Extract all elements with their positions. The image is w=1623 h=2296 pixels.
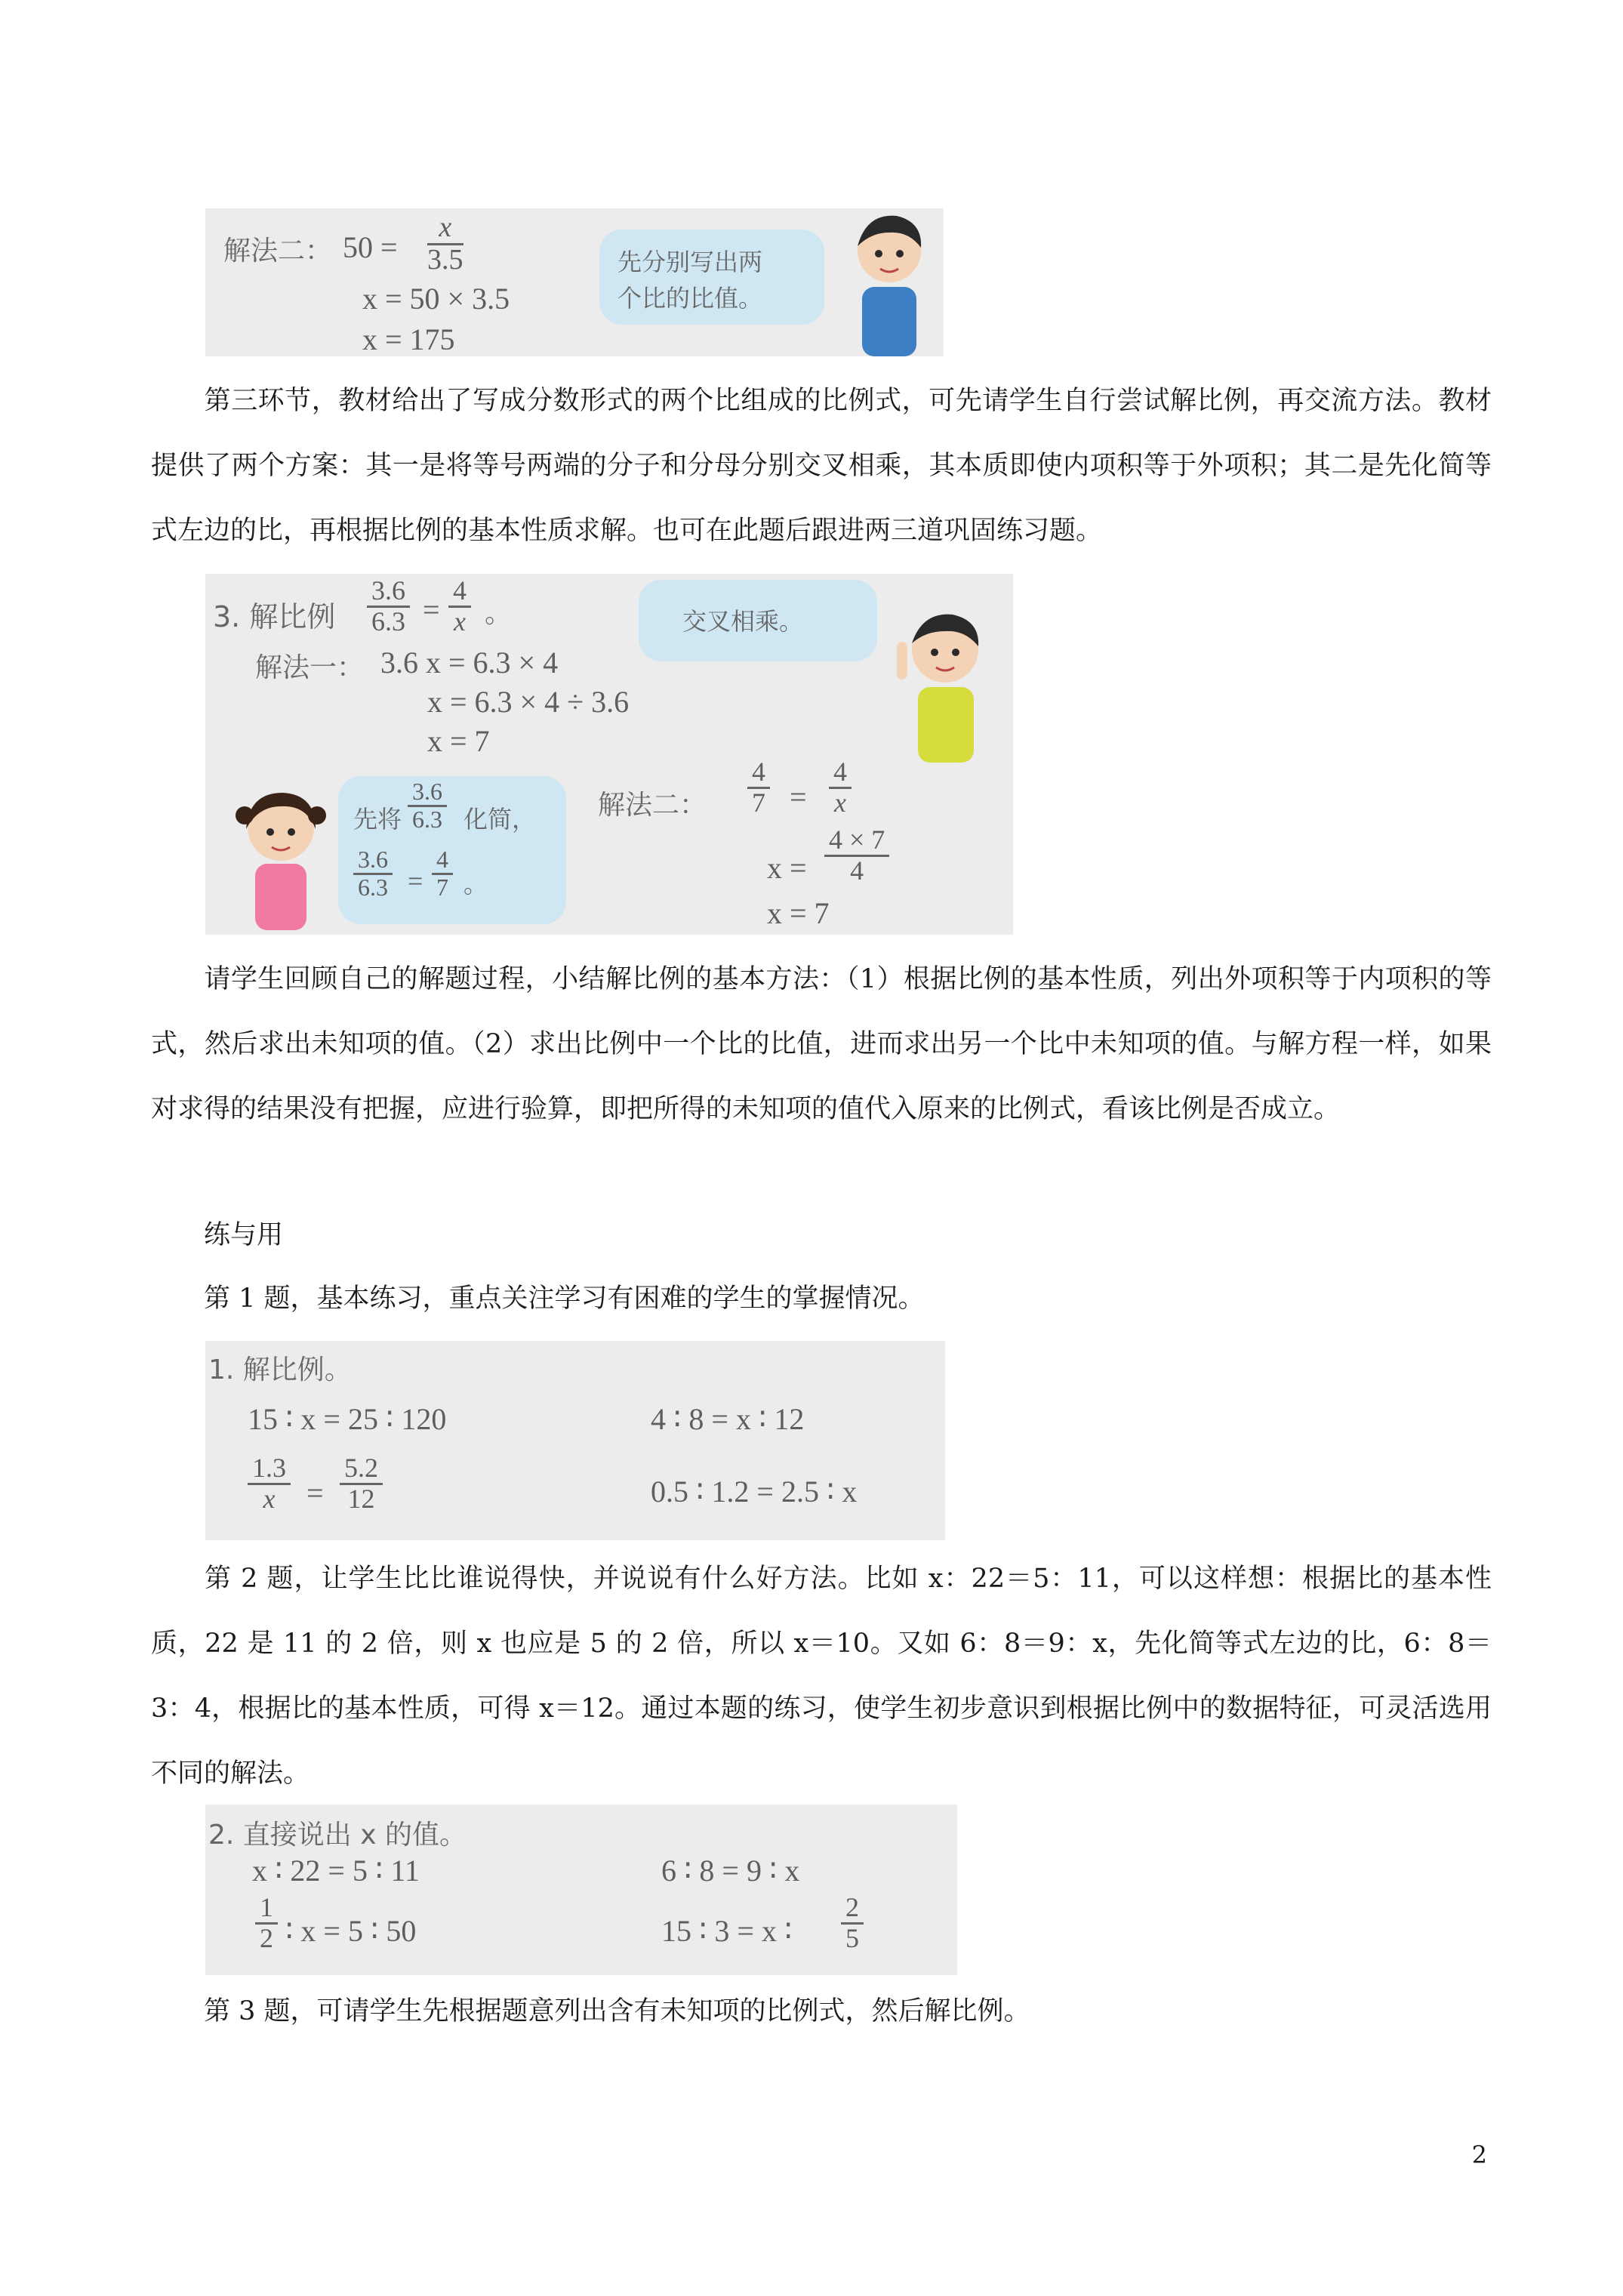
textbook-figure-exercise-1: 1. 解比例。 15 ∶ x = 25 ∶ 120 4 ∶ 8 = x ∶ 12 $\frac{1.3}{x}$ = $\frac{5.2}{12}$ 0.5 ∶ 1.2 = 2.5 ∶ x xyxy=(205,1341,945,1540)
fraction: $\frac{4 \times 7}{4}$ xyxy=(824,826,889,886)
fraction: $\frac{5.2}{12}$ xyxy=(340,1454,383,1514)
fraction: $\frac{1}{2}$ xyxy=(255,1894,278,1953)
exercise-title: 3. 解比例 xyxy=(213,600,336,633)
equation: 15 ∶ x = 25 ∶ 120 xyxy=(248,1402,447,1436)
paragraph: 第三环节，教材给出了写成分数形式的两个比组成的比例式，可先请学生自行尝试解比例，再交流方法。教材提供了两个方案：其一是将等号两端的分子和分母分别交叉相乘，其本质即使内项积等于外项积；其二是先化简等式左边的比，再根据比例的基本性质求解。也可在此题后跟进两三道巩固练习题。 xyxy=(151,386,1492,546)
equation: 3.6 x = 6.3 × 4 xyxy=(380,646,559,680)
paragraph: 第 2 题，让学生比比谁说得快，并说说有什么好方法。比如 x：22＝5：11，可以这样想：根据比的基本性质，22 是 11 的 2 倍，则 x 也应是 5 的 2 倍，所以 x＝10。又如 6：8＝9：x，先化简等式左边的比，6：8＝3：4，根据比的基本性质，可得 x＝12。通过本题的练习，使学生初步意识到根据比例中的数据特征，可灵活选用不同的解法。 xyxy=(151,1564,1492,1789)
speech-bubble-boy: 交叉相乘。 xyxy=(639,580,877,661)
section-heading: 练与用 xyxy=(204,1220,284,1250)
exercise-title: 1. 解比例。 xyxy=(208,1354,352,1385)
page-number: 2 xyxy=(1471,2140,1487,2169)
fraction: $\frac{4}{x}$ xyxy=(829,758,852,818)
method-label: 解法一： xyxy=(255,652,365,683)
equation: x = 7 xyxy=(767,896,830,930)
paragraph: 第 1 题，基本练习，重点关注学习有困难的学生的掌握情况。 xyxy=(204,1284,925,1314)
equation: x = 6.3 × 4 ÷ 3.6 xyxy=(427,685,630,719)
fraction: $\frac{1.3}{x}$ xyxy=(248,1454,291,1514)
equation: ∶ x = 5 ∶ 50 xyxy=(285,1914,417,1948)
textbook-figure-method-two xyxy=(205,208,944,356)
method-label: 解法二： xyxy=(223,236,333,267)
fraction: $\frac{2}{5}$ xyxy=(841,1894,864,1953)
fraction: $\frac{4}{7}$ xyxy=(747,758,770,818)
paragraph: 请学生回顾自己的解题过程，小结解比例的基本方法：（1）根据比例的基本性质，列出外项积等于内项积的等式，然后求出未知项的值。（2）求出比例中一个比的比值，进而求出另一个比中未知项的值。与解方程一样，如果对求得的结果没有把握，应进行验算，即把所得的未知项的值代入原来的比例式，看该比例是否成立。 xyxy=(151,964,1492,1124)
boy-illustration xyxy=(892,596,998,778)
textbook-figure-example-3: 3. 解比例 $\frac{3.6}{6.3}$ = $\frac{4}{x}$ 。 解法一： 3.6 x = 6.3 × 4 x = 6.3 × 4 ÷ 3.6 x = 7 交叉相乘。 先将 $\frac{3.6}{6.3}$ 化简， $\frac{3.6}{6.3}$ = $\frac{4}{7}$ 。 解法二： $\frac{4}{7}$ = $\frac{4}{x}$ x = $\frac{4 \times 7}{4}$ x = 7 xyxy=(205,574,1013,935)
fraction: $\frac{3.6}{6.3}$ xyxy=(367,577,410,636)
equation: x = 175 xyxy=(362,322,455,356)
textbook-figure-exercise-2 xyxy=(205,1804,957,1975)
equation: 4 ∶ 8 = x ∶ 12 xyxy=(651,1402,805,1436)
equation: x = 50 × 3.5 xyxy=(362,282,510,316)
speech-bubble-girl: 先将 $\frac{3.6}{6.3}$ 化简， $\frac{3.6}{6.3}$ = $\frac{4}{7}$ 。 xyxy=(338,776,566,924)
method-label: 解法二： xyxy=(598,790,707,821)
equation: 6 ∶ 8 = 9 ∶ x xyxy=(661,1854,800,1888)
equation: 0.5 ∶ 1.2 = 2.5 ∶ x xyxy=(651,1475,858,1509)
fraction: $\frac{4}{x}$ xyxy=(448,577,471,636)
equation: x ∶ 22 = 5 ∶ 11 xyxy=(252,1854,420,1888)
boy-illustration xyxy=(844,208,935,356)
paragraph: 第 3 题，可请学生先根据题意列出含有未知项的比例式，然后解比例。 xyxy=(204,1996,1030,2026)
equation: 15 ∶ 3 = x ∶ xyxy=(661,1914,793,1948)
girl-illustration xyxy=(228,779,334,930)
exercise-title: 2. 直接说出 x 的值。 xyxy=(208,1820,467,1851)
speech-bubble: 先分别写出两 个比的比值。 xyxy=(599,230,824,325)
equation: x = 7 xyxy=(427,724,490,758)
equation: 50 = xyxy=(343,230,398,264)
fraction: $\frac{x}{3.5}$ xyxy=(427,211,463,276)
